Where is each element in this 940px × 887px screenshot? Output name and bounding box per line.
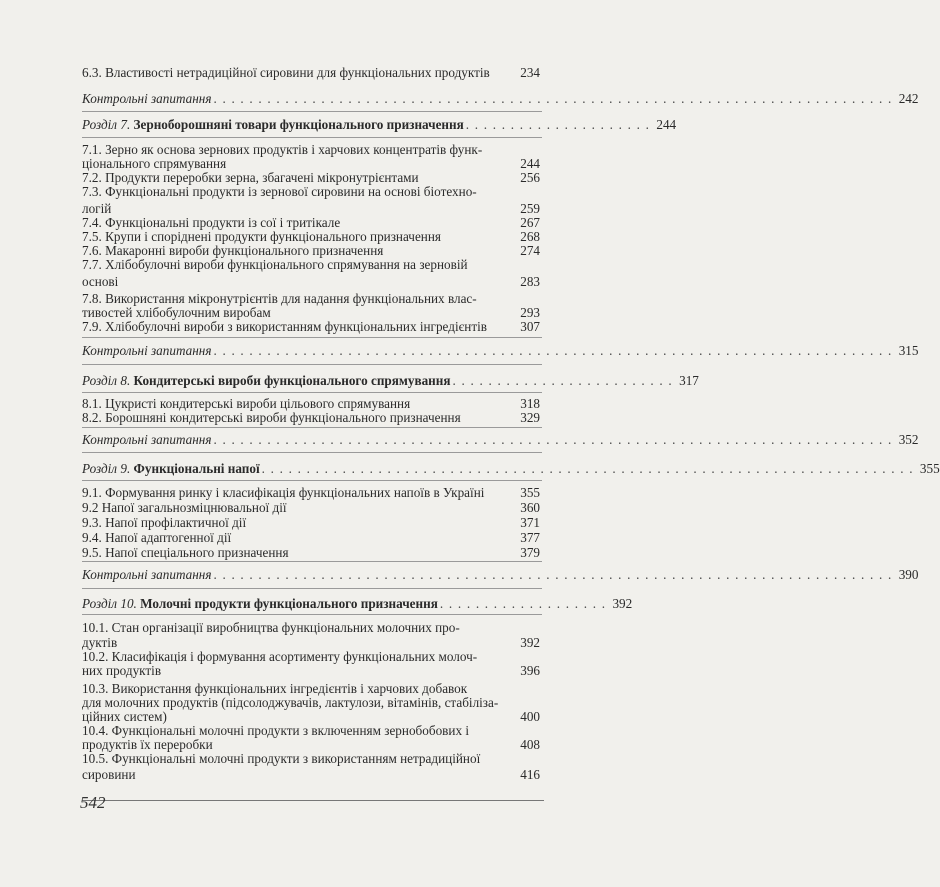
toc-entry [82,501,540,515]
toc-entry-title: 10.1. Стан організації виробництва функціональних молочних про- [82,620,460,635]
toc-entry-title: 9.4. Напої адаптогенної дії [82,530,232,545]
toc-entry-title: 7.7. Хлібобулочні вироби функціонального спрямування на зерновій [82,257,468,272]
toc-entry-title: 7.2. Продукти переробки зерна, збагачені мікронутрієнтами [82,170,419,185]
toc-entry-title: 10.3. Використання функціональних інгредієнтів і харчових добавок [82,681,468,696]
toc-entry-page: 234 [520,65,540,80]
toc-entry-cont: сировини [82,767,136,782]
toc-entry-page: 377 [520,530,540,545]
toc-entry-page: 396 [520,663,540,678]
toc-entry [82,320,540,334]
section-label: Розділ 8. [82,373,131,388]
divider [82,111,542,112]
divider [82,614,542,615]
toc-entry-cont: них продуктів [82,663,162,678]
section-title: Молочні продукти функціонального призначення [140,596,438,611]
toc-entry [82,664,540,678]
toc-entry [82,202,540,216]
toc-entry-questions: Контрольні запитання . . . . . . . . . . . . . . . . . . . . . . . . . . . . . . . . . . . . . . . . . . . . . . . . . . . . . . . . . . . . . . . . . . . . . . . . . . . . 315 [82,343,919,358]
toc-entry-questions: Контрольні запитання . . . . . . . . . . . . . . . . . . . . . . . . . . . . . . . . . . . . . . . . . . . . . . . . . . . . . . . . . . . . . . . . . . . . . . . . . . . . 242 [82,91,919,106]
toc-entry-title: 9.5. Напої спеціального призначення [82,545,289,560]
toc-entry-title: 7.4. Функціональні продукти із сої і тритікале [82,215,341,230]
divider [82,480,542,481]
toc-entry-title: Контрольні запитання [82,432,212,447]
toc-entry [82,636,540,650]
toc-entry-title: 7.1. Зерно як основа зернових продуктів і харчових концентратів функ- [82,142,483,157]
toc-entry-page: 293 [520,305,540,320]
toc-entry-title: 9.2 Напої загальнозміцнювальної дії [82,500,287,515]
toc-entry-cont: для молочних продуктів (підсолоджувачів, лактулози, вітамінів, стабіліза- [82,695,499,710]
divider [82,364,542,365]
toc-entry-questions: Контрольні запитання . . . . . . . . . . . . . . . . . . . . . . . . . . . . . . . . . . . . . . . . . . . . . . . . . . . . . . . . . . . . . . . . . . . . . . . . . . . . 352 [82,432,919,447]
toc-entry-page: 242 [898,91,919,106]
toc-entry-page: 315 [898,343,919,358]
toc-entry-page: 352 [898,432,919,447]
divider [82,561,542,562]
toc-entry [82,411,540,425]
toc-entry-page: 355 [520,485,540,500]
toc-entry-page: 392 [520,635,540,650]
toc-entry-page: 392 [612,596,633,611]
toc-entry [82,216,540,230]
toc-entry-page: 274 [520,243,540,258]
toc-entry-page: 283 [520,274,540,289]
toc-entry-page: 256 [520,170,540,185]
toc-entry [82,531,540,545]
toc-entry-title: Контрольні запитання [82,343,212,358]
toc-entry-cont: логій [82,201,112,216]
toc-entry-title: 8.2. Борошняні кондитерські вироби функціонального призначення [82,410,461,425]
toc-entry [82,397,540,411]
toc-entry-page: 355 [919,461,940,476]
divider [82,392,542,393]
toc-entry-page: 400 [520,709,540,724]
toc-entry-page: 371 [520,515,540,530]
toc-entry-page: 318 [520,396,540,411]
toc-entry [82,66,540,80]
toc-entry-page: 244 [520,156,540,171]
toc-entry-page: 244 [656,117,677,132]
toc-entry-page: 408 [520,737,540,752]
section-label: Розділ 7. [82,117,131,132]
section-title: Зерноборошняні товари функціонального призначення [133,117,464,132]
toc-entry-questions: Контрольні запитання . . . . . . . . . . . . . . . . . . . . . . . . . . . . . . . . . . . . . . . . . . . . . . . . . . . . . . . . . . . . . . . . . . . . . . . . . . . . 390 [82,567,919,582]
toc-entry-title: 10.2. Класифікація і формування асортименту функціональних молоч- [82,649,478,664]
toc-entry-title: 8.1. Цукристі кондитерські вироби цільового спрямування [82,396,411,411]
toc-entry-page: 379 [520,545,540,560]
toc-entry-cont: дуктів [82,635,118,650]
toc-entry-title: 7.5. Крупи і споріднені продукти функціонального призначення [82,229,441,244]
toc-entry [82,230,540,244]
toc-entry-cont: основі [82,274,119,289]
toc-entry [82,306,540,320]
toc-entry-title: Контрольні запитання [82,567,212,582]
toc-section: Розділ 8. Кондитерські вироби функціонального спрямування . . . . . . . . . . . . . . . . . . . . . . . . . 317 [82,373,699,388]
page-number: 542 [80,793,106,812]
section-title: Кондитерські вироби функціонального спрямування [133,373,451,388]
toc-entry-title: 9.1. Формування ринку і класифікація функціональних напоїв в Україні [82,485,485,500]
section-label: Розділ 10. [82,596,137,611]
toc-entry [82,275,540,289]
toc-entry-cont: ціонального спрямування [82,156,227,171]
divider [82,427,542,428]
toc-entry [82,486,540,500]
toc-entry [82,171,540,185]
toc-entry-cont: продуктів їх переробки [82,737,213,752]
toc-entry-page: 360 [520,500,540,515]
toc-entry-cont: тивостей хлібобулочним виробам [82,305,271,320]
footer-rule [82,800,544,801]
divider [82,452,542,453]
toc-entry [82,157,540,171]
toc-entry-title: 10.5. Функціональні молочні продукти з використанням нетрадиційної [82,751,481,766]
toc-entry-title: 7.3. Функціональні продукти із зернової сировини на основі біотехно- [82,184,477,199]
toc-entry-page: 416 [520,767,540,782]
toc-section: Розділ 9. Функціональні напої . . . . . . . . . . . . . . . . . . . . . . . . . . . . . . . . . . . . . . . . . . . . . . . . . . . . . . . . . . . . . . . . . . . . . . . . . 355 [82,461,940,476]
section-title: Функціональні напої [133,461,260,476]
toc-entry [82,768,540,782]
toc-entry-title: 7.8. Використання мікронутрієнтів для надання функціональних влас- [82,291,477,306]
toc-entry-title: 7.9. Хлібобулочні вироби з використанням функціональних інгредієнтів [82,319,487,334]
toc-entry-page: 317 [679,373,699,388]
toc-entry [82,244,540,258]
toc-section: Розділ 7. Зерноборошняні товари функціонального призначення . . . . . . . . . . . . . . . . . . . . . 244 [82,117,677,132]
toc-entry-page: 329 [520,410,540,425]
toc-entry [82,516,540,530]
toc-entry-title: 6.3. Властивості нетрадиційної сировини для функціональних продуктів [82,65,490,80]
toc-entry-title: 9.3. Напої профілактичної дії [82,515,247,530]
divider [82,337,542,338]
toc-entry [82,738,540,752]
toc-section: Розділ 10. Молочні продукти функціонального призначення . . . . . . . . . . . . . . . . . . . 392 [82,596,633,611]
toc-entry-page: 307 [520,319,540,334]
toc-entry-page: 390 [898,567,919,582]
toc-entry [82,710,540,724]
toc-entry-cont: ційних систем) [82,709,167,724]
toc-entry-title: 10.4. Функціональні молочні продукти з включенням зернобобових і [82,723,470,738]
section-label: Розділ 9. [82,461,131,476]
divider [82,588,542,589]
toc-entry-page: 259 [520,201,540,216]
toc-entry-title: 7.6. Макаронні вироби функціонального призначення [82,243,384,258]
toc-entry-title: Контрольні запитання [82,91,212,106]
toc-entry-page: 268 [520,229,540,244]
divider [82,137,542,138]
toc-entry-page: 267 [520,215,540,230]
toc-entry [82,546,540,560]
